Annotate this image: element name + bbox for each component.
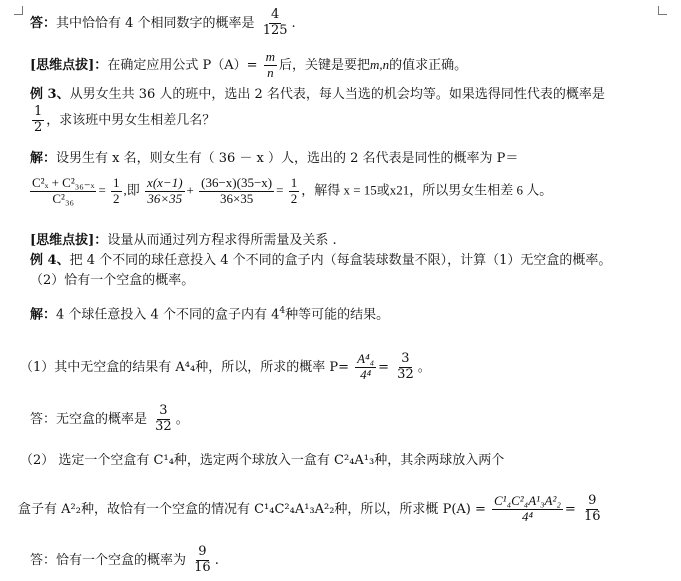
fraction: $\frac{4}{125}$ [262,7,288,38]
solution-label: 解： [30,307,57,323]
corner-mark-top-right [658,6,667,15]
tip-label: [思维点拔]： [30,233,108,248]
answer-part-2: 答：恰有一个空盒的概率为 $\frac{9}{16}$ . [30,544,219,575]
fraction: $\frac{9}{16}$ [583,493,601,524]
fraction: $\frac{x(x-1)}{36\times 35}$ [147,175,183,206]
fraction: $\frac{1}{2}$ [290,175,298,206]
fraction: $\frac{m}{n}$ [265,49,276,80]
example-3-heading: 例 3、从男女生共 36 人的班中，选出 2 名代表，每人当选的机会均等。如果选得同性代表的概率是 [30,87,605,102]
solution-3-intro: 解：设男生有 x 名，则女生有（ 36 － x ）人，选出的 2 名代表是同性的概率为 P＝ [30,151,519,166]
fraction: $\frac{1}{2}$ [113,175,120,206]
fraction: $\frac{\text{A⁴₄}}{\text{4⁴}}$ [357,351,375,382]
solution-4-part-1: （1）其中无空盒的结果有 A⁴₄种，所以，所求的概率 P= $\frac{\text{A⁴₄}}{\text{4⁴}}$ = $\frac{3}{32}$ 。 [20,351,431,382]
answer-part-1: 答：无空盒的概率是 $\frac{3}{32}$ 。 [30,403,189,434]
thinking-tip-2: [思维点拔]：设量从而通过列方程求得所需量及关系 . [30,233,337,248]
corner-mark-top-left [14,6,23,15]
solution-4-part-2-line-2: 盒子有 A²₂种，故恰有一个空盒的情况有 C¹₄C²₄A¹₃A²₂种，所以，所求概 P(A) = $\frac{\text{C¹₄C²₄A¹₃A²₂}}{\text{4⁴}}$ = $\frac{9}{16}$ [18,493,601,524]
answer-line-1: 答：其中恰恰有 4 个相同数字的概率是 $\frac{4}{125}$ . [30,7,296,38]
answer-text: 其中恰恰有 4 个相同数字的概率是 [56,15,255,31]
answer-label: 答： [30,15,57,31]
fraction: $\frac{3}{32}$ [155,403,172,434]
fraction: $\frac{3}{32}$ [397,351,414,382]
example-label: 例 3、 [30,87,70,102]
solution-3-equation: $\frac{\text{C²ₓ + C²₃₆₋ₓ}}{\text{C²₃₆}}$ = $\frac{1}{2}$ ,即 $\frac{x(x-1)}{36\times 35}$ + $\frac{(36-x)(35-x)}{36\times 35}$ = $\frac{1}{2}$ ，解得 x = 15或x21，所以男女生相差 6 人。 [32,175,553,206]
example-label: 例 4、 [30,253,70,268]
example-4-part-2: （2）恰有一个空盒的概率。 [30,273,195,288]
fraction: $\frac{9}{16}$ [194,544,211,575]
fraction: $\frac{\text{C²ₓ + C²₃₆₋ₓ}}{\text{C²₃₆}}$ [32,175,95,206]
example-4-heading: 例 4、把 4 个不同的球任意投入 4 个不同的盒子内（每盒装球数量不限），计算（1）无空盒的概率。 [30,253,612,268]
example-3-question: $\frac{1}{2}$ ，求该班中男女生相差几名？ [34,104,216,135]
solution-label: 解： [30,151,57,166]
thinking-tip-1: [思维点拔]：在确定应用公式 P（A）= $\frac{m}{n}$ 后，关键是要把m,n的值求正确。 [30,49,468,80]
fraction: $\frac{\text{C¹₄C²₄A¹₃A²₂}}{\text{4⁴}}$ [494,493,561,524]
fraction: $\frac{1}{2}$ [34,104,43,135]
fraction: $\frac{(36-x)(35-x)}{36\times 35}$ [201,175,273,206]
tip-label: [思维点拔]： [30,57,108,73]
solution-4-part-2-line-1: （2） 选定一个空盒有 C¹₄种，选定两个球放入一盒有 C²₄A¹₃种，其余两球放入两个 [20,453,505,468]
solution-4-intro: 解：4 个球任意投入 4 个不同的盒子内有 $4^4$种等可能的结果。 [30,306,390,323]
